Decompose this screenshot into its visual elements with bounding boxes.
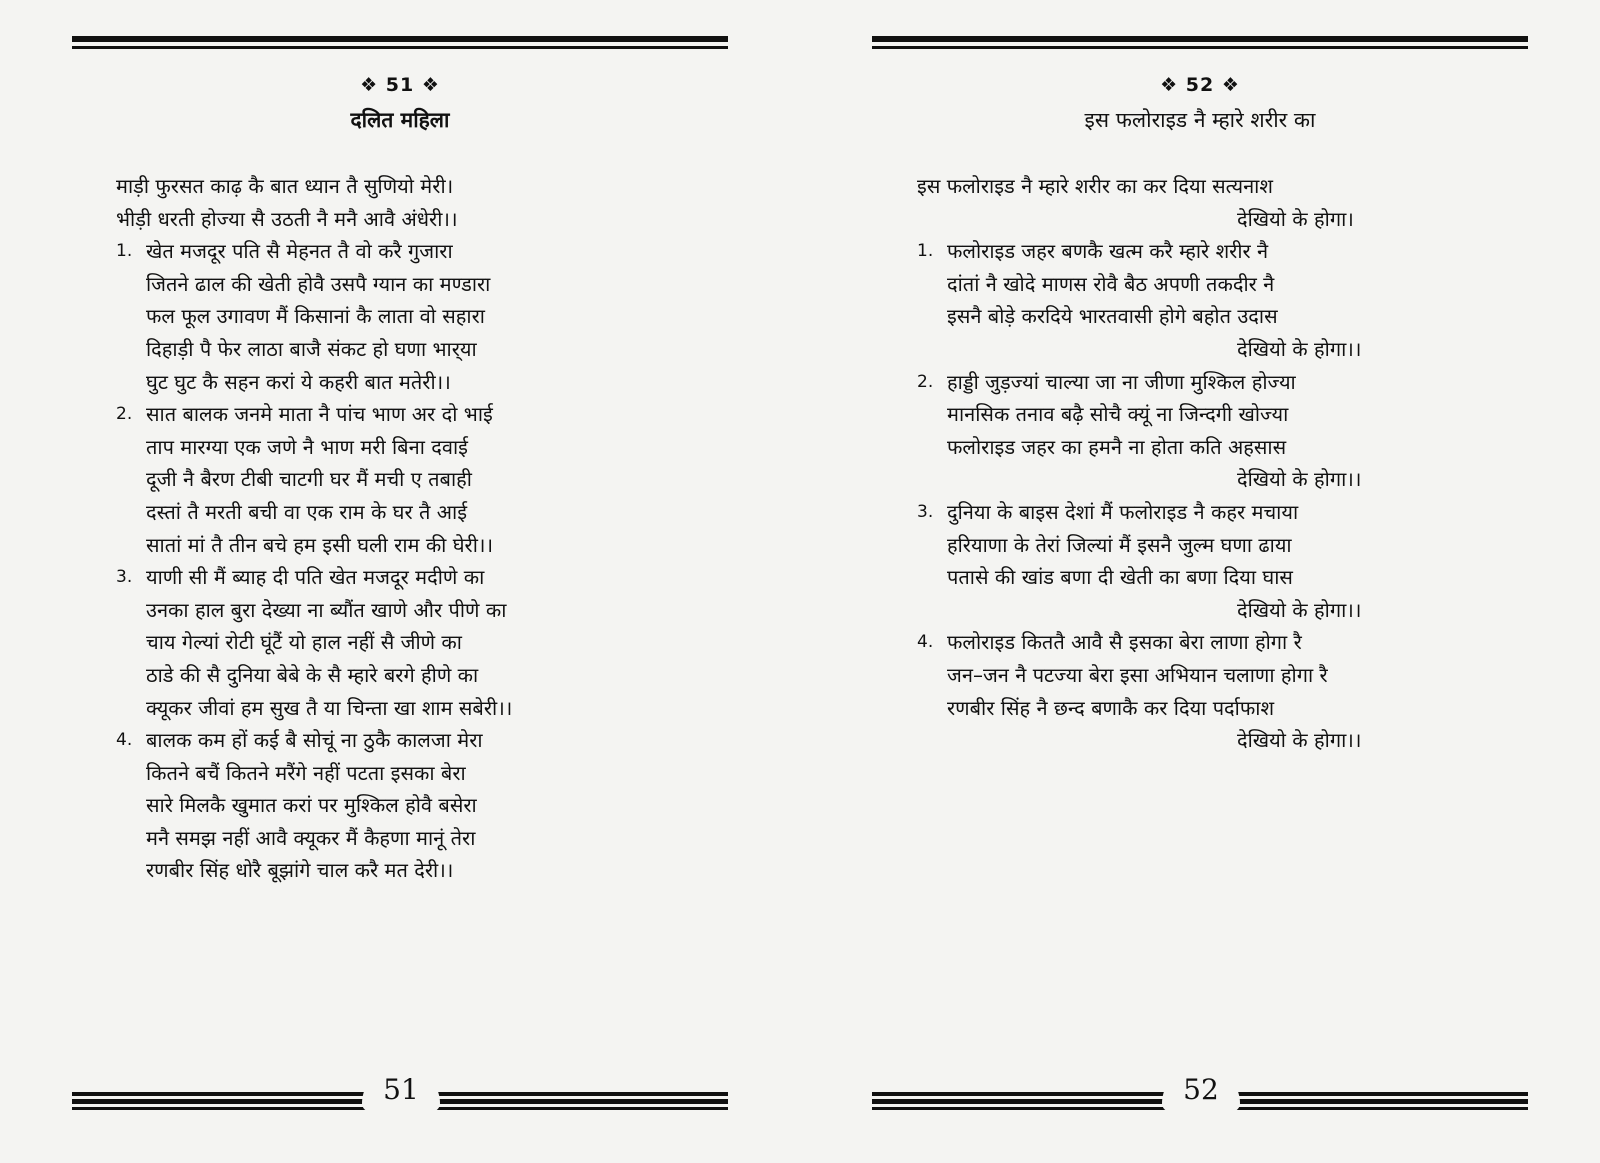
- verse-line: [917, 268, 1361, 301]
- line-text: घुट घुट कै सहन करां ये कहरी बात मतेरी।।: [146, 369, 451, 394]
- verse-line: [917, 659, 1361, 692]
- line-text: देखियो के होगा।।: [1237, 728, 1362, 753]
- line-text: देखियो के होगा।।: [1237, 467, 1362, 492]
- line-text: जितने ढाल की खेती होवै उसपै ग्यान का मण्डारा: [146, 271, 491, 296]
- song-title: दलित महिला: [350, 108, 450, 132]
- line-text: सारे मिलकै खुमात करां पर मुश्किल होवै बसेरा: [146, 793, 477, 818]
- line-text: देखियो के होगा।।: [1237, 336, 1362, 361]
- stanza-number: 1.: [116, 241, 133, 262]
- verse-line: [917, 398, 1361, 431]
- verse-line: [116, 300, 512, 333]
- verse-line: [917, 496, 1361, 529]
- stanza-number: 1.: [917, 241, 934, 262]
- line-text: याणी सी मैं ब्याह दी पति खेत मजदूर मदीणे का: [146, 565, 485, 590]
- refrain-line: [917, 463, 1361, 496]
- stanza-number: 3.: [917, 501, 934, 522]
- stanza-number: 3.: [116, 567, 133, 588]
- verse-line: [116, 366, 512, 399]
- line-text: पतासे की खांड बणा दी खेती का बणा दिया घास: [947, 565, 1293, 590]
- header-rule: [72, 36, 728, 52]
- verse-line: [917, 529, 1361, 562]
- line-text: सातां मां तै तीन बचे हम इसी घली राम की घेरी।।: [146, 532, 494, 557]
- footer-rule: [72, 1073, 728, 1114]
- line-text: खेत मजदूर पति सै मेहनत तै वो करै गुजारा: [146, 239, 453, 264]
- verse-line: [116, 854, 512, 887]
- line-text: इसनै बोड़े करदिये भारतवासी होगे बहोत उदास: [947, 304, 1278, 329]
- verse-line: [116, 594, 512, 627]
- line-text: दांतां नै खोदे माणस रोवै बैठ अपणी तकदीर नै: [947, 271, 1275, 296]
- verse-block: [917, 170, 1361, 757]
- page-number: 51: [362, 1068, 440, 1112]
- line-text: मानसिक तनाव बढ़ै सोचै क्यूं ना जिन्दगी खोज्या: [947, 402, 1289, 427]
- line-text: सात बालक जनमे माता नै पांच भाण अर दो भाई: [146, 402, 493, 427]
- line-text: जन–जन नै पटज्या बेरा इसा अभियान चलाणा होगा रै: [947, 662, 1328, 687]
- line-text: फल फूल उगावण मैं किसानां कै लाता वो सहारा: [146, 304, 485, 329]
- stanza-number: 2.: [116, 404, 133, 425]
- stanza-number: 4.: [116, 730, 133, 751]
- line-text: देखियो के होगा।: [1237, 206, 1354, 231]
- line-text: हरियाणा के तेरां जिल्यां मैं इसनै जुल्म घणा ढाया: [947, 532, 1292, 557]
- line-text: भीड़ी धरती होज्या सै उठती नै मनै आवै अंधेरी।।: [116, 206, 458, 231]
- verse-line: [116, 724, 512, 757]
- right-page: [800, 0, 1600, 1163]
- page-number: 52: [1162, 1068, 1240, 1112]
- verse-line: [116, 692, 512, 725]
- verse-line: [917, 626, 1361, 659]
- refrain-line: [917, 203, 1361, 236]
- verse-line: [917, 366, 1361, 399]
- refrain-line: [917, 333, 1361, 366]
- line-text: हाड्डी जुड़ज्यां चाल्या जा ना जीणा मुश्किल होज्या: [947, 369, 1296, 394]
- line-text: दस्तां तै मरती बची वा एक राम के घर तै आई: [146, 499, 468, 524]
- footer-rule: [872, 1073, 1528, 1114]
- verse-line: [917, 300, 1361, 333]
- line-text: चाय गेल्यां रोटी घूंटैं यो हाल नहीं सै जीणे का: [146, 630, 462, 655]
- line-text: बालक कम हों कई बै सोचूं ना ठुकै कालजा मेरा: [146, 728, 483, 753]
- verse-line: [917, 692, 1361, 725]
- verse-line: [116, 757, 512, 790]
- stanza-number: 4.: [917, 632, 934, 653]
- verse-line: [917, 431, 1361, 464]
- line-text: दुनिया के बाइस देशां मैं फलोराइड नै कहर मचाया: [947, 499, 1299, 524]
- verse-line: [116, 398, 512, 431]
- verse-line: [116, 203, 512, 236]
- line-text: देखियो के होगा।।: [1237, 597, 1362, 622]
- line-text: उनका हाल बुरा देख्या ना ब्यौंत खाणे और पीणे का: [146, 597, 507, 622]
- line-text: फलोराइड जहर बणकै खत्म करै म्हारे शरीर नै: [947, 239, 1269, 264]
- verse-block: [116, 170, 512, 887]
- line-text: दूजी नै बैरण टीबी चाटगी घर मैं मची ए तबाही: [146, 467, 472, 492]
- verse-line: [917, 561, 1361, 594]
- refrain-line: [917, 594, 1361, 627]
- song-number: ❖ 51 ❖: [360, 74, 440, 96]
- line-text: दिहाड़ी पै फेर लाठा बाजै संकट हो घणा भार्‌या: [146, 336, 477, 361]
- stanza-number: 2.: [917, 371, 934, 392]
- verse-line: [116, 431, 512, 464]
- verse-line: [116, 463, 512, 496]
- line-text: फलोराइड जहर का हमनै ना होता कति अहसास: [947, 434, 1287, 459]
- line-text: इस फलोराइड नै म्हारे शरीर का कर दिया सत्यनाश: [917, 174, 1273, 198]
- verse-line: [116, 789, 512, 822]
- song-number: ❖ 52 ❖: [1160, 74, 1240, 96]
- line-text: रणबीर सिंह नै छन्द बणाकै कर दिया पर्दाफाश: [947, 695, 1275, 720]
- verse-line: [116, 561, 512, 594]
- line-text: फलोराइड किततै आवै सै इसका बेरा लाणा होगा रै: [947, 630, 1302, 655]
- refrain-line: [917, 724, 1361, 757]
- line-text: रणबीर सिंह धोरै बूझांगे चाल करै मत देरी।।: [146, 858, 454, 883]
- line-text: ताप मारग्या एक जणे नै भाण मरी बिना दवाई: [146, 434, 468, 459]
- verse-line: [116, 170, 512, 203]
- verse-line: [917, 235, 1361, 268]
- verse-line: [116, 529, 512, 562]
- line-text: क्यूकर जीवां हम सुख तै या चिन्ता खा शाम सबेरी।।: [146, 695, 513, 720]
- line-text: मनै समझ नहीं आवै क्यूकर मैं कैहणा मानूं तेरा: [146, 825, 476, 850]
- verse-line: [116, 659, 512, 692]
- verse-line: [116, 235, 512, 268]
- verse-line: [116, 626, 512, 659]
- verse-line: [116, 268, 512, 301]
- verse-line: [917, 170, 1361, 203]
- line-text: माड़ी फुरसत काढ़ कै बात ध्यान तै सुणियो मेरी।: [116, 174, 454, 198]
- line-text: कितने बचैं कितने मरैंगे नहीं पटता इसका बेरा: [146, 760, 466, 785]
- verse-line: [116, 496, 512, 529]
- line-text: ठाडे की सै दुनिया बेबे के सै म्हारे बरगे हीणे का: [146, 662, 479, 687]
- song-title: इस फलोराइड नै म्हारे शरीर का: [1084, 108, 1316, 132]
- header-rule: [872, 36, 1528, 52]
- verse-line: [116, 822, 512, 855]
- verse-line: [116, 333, 512, 366]
